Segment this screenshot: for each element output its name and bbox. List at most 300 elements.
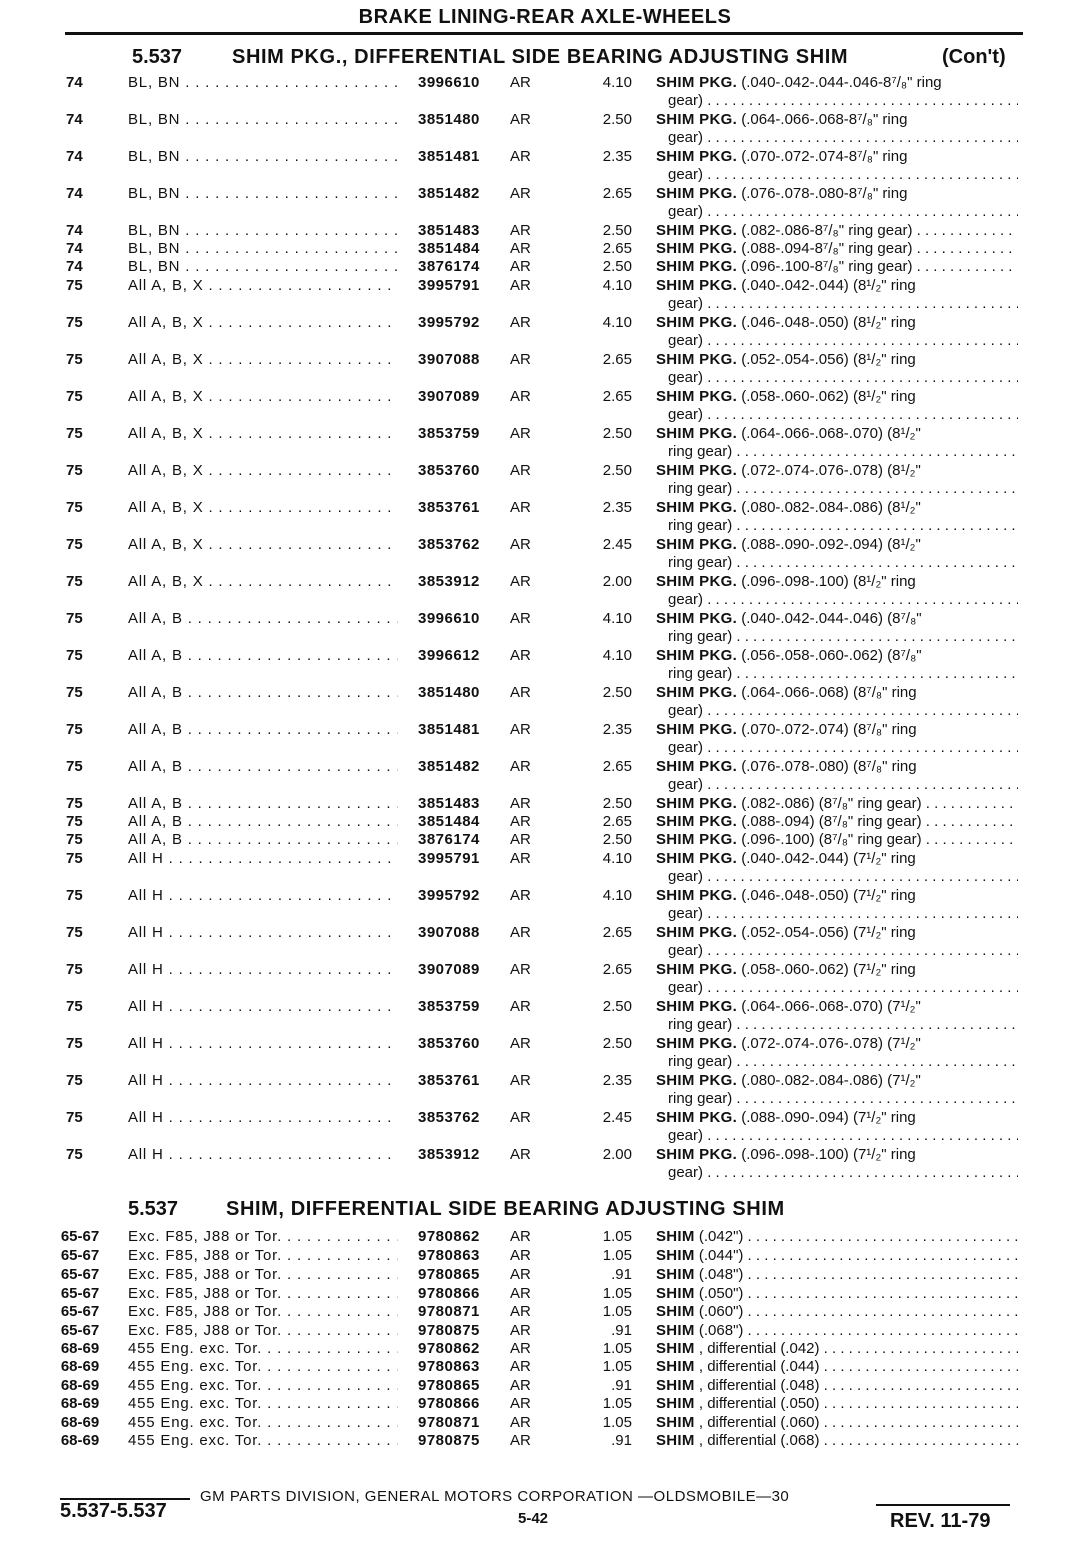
price-cell: 1.05: [602, 1247, 632, 1264]
continuation-text: gear): [668, 203, 704, 220]
description-text: , differential (.048): [698, 1377, 820, 1394]
table-row-continuation: [0, 1090, 1090, 1110]
description-cell: [656, 1303, 1018, 1320]
description-text: (.052-.054-.056) (7¹/₂" ring: [741, 924, 916, 941]
description-cell: [656, 1146, 1018, 1163]
part-number: 9780871: [418, 1303, 480, 1320]
description-text: (.070-.072-.074) (8⁷/₈" ring: [741, 721, 917, 738]
part-number: 9780862: [418, 1340, 480, 1357]
part-number: 9780863: [418, 1358, 480, 1375]
description-keyword: SHIM PKG.: [656, 314, 738, 331]
table-row: [0, 240, 1090, 260]
part-number: 9780865: [418, 1266, 480, 1283]
description-text: (.096-.100) (8⁷/₈" ring gear): [741, 831, 922, 848]
model-cell: [128, 388, 398, 405]
price-cell: 2.00: [602, 1146, 632, 1163]
description-text: (.072-.074-.076-.078) (8¹/₂": [741, 462, 921, 479]
year-cell: 74: [66, 185, 83, 202]
year-cell: 74: [66, 111, 83, 128]
description-keyword: SHIM: [656, 1414, 695, 1431]
description-cell: [656, 1285, 1018, 1302]
description-cell: [656, 795, 1018, 812]
model-cell: [128, 998, 398, 1015]
part-number: 3996612: [418, 647, 480, 664]
description-cell: [656, 314, 1018, 331]
price-cell: 1.05: [602, 1414, 632, 1431]
year-cell: 75: [66, 351, 83, 368]
description-text: (.040-.042-.044-.046-8⁷/₈" ring: [741, 74, 942, 91]
quantity-cell: AR: [510, 148, 531, 165]
model-cell: [128, 573, 398, 590]
table-row: [0, 758, 1090, 778]
price-cell: 2.65: [602, 961, 632, 978]
year-cell: 74: [66, 74, 83, 91]
part-number: 3995791: [418, 850, 480, 867]
description-keyword: SHIM PKG.: [656, 1072, 738, 1089]
description-keyword: SHIM: [656, 1395, 695, 1412]
table-row-continuation: [0, 480, 1090, 500]
table-row: [0, 258, 1090, 278]
description-continuation: [668, 665, 1018, 682]
description-cell: [656, 684, 1018, 701]
part-number: 9780866: [418, 1285, 480, 1302]
table-row-continuation: [0, 868, 1090, 888]
description-keyword: SHIM PKG.: [656, 425, 738, 442]
model-text: BL, BN: [128, 74, 181, 91]
continuation-text: gear): [668, 406, 704, 423]
model-cell: [128, 462, 398, 479]
description-cell: [656, 1395, 1018, 1412]
year-cell: 75: [66, 462, 83, 479]
price-cell: 4.10: [602, 850, 632, 867]
year-cell: 65-67: [60, 1266, 100, 1283]
quantity-cell: AR: [510, 1414, 531, 1431]
table-row: [0, 314, 1090, 334]
continuation-text: ring gear): [668, 665, 733, 682]
section-number: 5.537: [132, 46, 183, 68]
description-continuation: [668, 1053, 1018, 1070]
year-cell: 68-69: [60, 1395, 100, 1412]
year-cell: 75: [66, 1146, 83, 1163]
description-continuation: [668, 406, 1018, 423]
quantity-cell: AR: [510, 185, 531, 202]
price-cell: 2.65: [602, 758, 632, 775]
quantity-cell: AR: [510, 924, 531, 941]
model-text: Exc. F85, J88 or Tor.: [128, 1266, 283, 1283]
price-cell: 2.35: [602, 1072, 632, 1089]
price-cell: 2.45: [602, 1109, 632, 1126]
year-cell: 75: [66, 924, 83, 941]
description-cell: [656, 1228, 1018, 1245]
description-text: , differential (.068): [698, 1432, 820, 1449]
year-cell: 75: [66, 573, 83, 590]
description-keyword: SHIM PKG.: [656, 647, 738, 664]
description-keyword: SHIM PKG.: [656, 998, 738, 1015]
continuation-text: gear): [668, 702, 704, 719]
description-cell: [656, 1432, 1018, 1449]
model-cell: [128, 795, 398, 812]
footer-revision: REV. 11-79: [890, 1510, 991, 1532]
quantity-cell: AR: [510, 1146, 531, 1163]
part-number: 3851484: [418, 813, 480, 830]
quantity-cell: AR: [510, 1358, 531, 1375]
description-text: (.046-.048-.050) (8¹/₂" ring: [741, 314, 916, 331]
quantity-cell: AR: [510, 1072, 531, 1089]
table-row: [0, 647, 1090, 667]
part-number: 3853762: [418, 1109, 480, 1126]
description-continuation: [668, 1127, 1018, 1144]
model-cell: [128, 1322, 398, 1339]
table-row: [0, 425, 1090, 445]
model-cell: [128, 721, 398, 738]
year-cell: 75: [66, 850, 83, 867]
year-cell: 65-67: [60, 1322, 100, 1339]
model-text: All H: [128, 924, 164, 941]
description-cell: [656, 499, 1018, 516]
description-cell: [656, 998, 1018, 1015]
continuation-text: gear): [668, 129, 704, 146]
description-cell: [656, 610, 1018, 627]
year-cell: 75: [66, 388, 83, 405]
description-continuation: [668, 868, 1018, 885]
price-cell: .91: [611, 1432, 632, 1449]
model-text: All A, B: [128, 795, 183, 812]
model-text: Exc. F85, J88 or Tor.: [128, 1228, 283, 1245]
description-text: (.040-.042-.044-.046) (8⁷/₈": [741, 610, 922, 627]
description-text: (.064-.066-.068-.070) (8¹/₂": [741, 425, 921, 442]
price-cell: 2.50: [602, 462, 632, 479]
year-cell: 75: [66, 425, 83, 442]
description-cell: [656, 1247, 1018, 1264]
model-cell: [128, 924, 398, 941]
table-row: [0, 462, 1090, 482]
quantity-cell: AR: [510, 998, 531, 1015]
table-row: [0, 1340, 1090, 1360]
description-cell: [656, 1377, 1018, 1394]
description-continuation: [668, 92, 1018, 109]
part-number: 3853761: [418, 499, 480, 516]
table-row: [0, 573, 1090, 593]
part-number: 3853760: [418, 1035, 480, 1052]
description-keyword: SHIM: [656, 1358, 695, 1375]
description-keyword: SHIM PKG.: [656, 924, 738, 941]
year-cell: 75: [66, 684, 83, 701]
model-cell: [128, 314, 398, 331]
quantity-cell: AR: [510, 1247, 531, 1264]
description-text: (.096-.098-.100) (8¹/₂" ring: [741, 573, 916, 590]
description-text: (.088-.094-8⁷/₈" ring gear): [741, 240, 913, 257]
model-text: 455 Eng. exc. Tor.: [128, 1414, 263, 1431]
continuation-text: gear): [668, 332, 704, 349]
table-row-continuation: [0, 739, 1090, 759]
description-cell: [656, 1035, 1018, 1052]
model-text: All A, B, X: [128, 277, 204, 294]
quantity-cell: AR: [510, 351, 531, 368]
quantity-cell: AR: [510, 258, 531, 275]
description-continuation: [668, 443, 1018, 460]
model-cell: [128, 813, 398, 830]
description-text: (.064-.066-.068-.070) (7¹/₂": [741, 998, 921, 1015]
description-continuation: [668, 203, 1018, 220]
description-text: , differential (.042): [698, 1340, 820, 1357]
model-text: All A, B, X: [128, 425, 204, 442]
description-text: (.042"): [698, 1228, 744, 1245]
description-continuation: [668, 776, 1018, 793]
price-cell: 2.50: [602, 258, 632, 275]
quantity-cell: AR: [510, 647, 531, 664]
model-cell: [128, 1414, 398, 1431]
description-text: (.072-.074-.076-.078) (7¹/₂": [741, 1035, 921, 1052]
description-continuation: [668, 591, 1018, 608]
part-number: 3907088: [418, 351, 480, 368]
continuation-text: gear): [668, 591, 704, 608]
model-cell: [128, 1340, 398, 1357]
description-keyword: SHIM: [656, 1285, 695, 1302]
price-cell: 2.50: [602, 998, 632, 1015]
description-text: (.058-.060-.062) (7¹/₂" ring: [741, 961, 916, 978]
continuation-text: ring gear): [668, 443, 733, 460]
description-continuation: [668, 332, 1018, 349]
description-keyword: SHIM: [656, 1322, 695, 1339]
model-text: All A, B, X: [128, 536, 204, 553]
year-cell: 68-69: [60, 1432, 100, 1449]
model-text: 455 Eng. exc. Tor.: [128, 1340, 263, 1357]
description-keyword: SHIM PKG.: [656, 148, 738, 165]
quantity-cell: AR: [510, 222, 531, 239]
model-text: All A, B, X: [128, 351, 204, 368]
model-text: 455 Eng. exc. Tor.: [128, 1395, 263, 1412]
model-cell: [128, 1072, 398, 1089]
part-number: 9780866: [418, 1395, 480, 1412]
table-row: [0, 1109, 1090, 1129]
model-text: All A, B: [128, 684, 183, 701]
description-keyword: SHIM PKG.: [656, 610, 738, 627]
part-number: 3876174: [418, 831, 480, 848]
table-row: [0, 185, 1090, 205]
description-keyword: SHIM PKG.: [656, 388, 738, 405]
model-cell: [128, 74, 398, 91]
part-number: 3853912: [418, 573, 480, 590]
table-row: [0, 222, 1090, 242]
price-cell: 1.05: [602, 1395, 632, 1412]
price-cell: 2.65: [602, 185, 632, 202]
description-text: (.064-.066-.068-8⁷/₈" ring: [741, 111, 908, 128]
model-text: All A, B: [128, 813, 183, 830]
quantity-cell: AR: [510, 721, 531, 738]
description-cell: [656, 351, 1018, 368]
description-cell: [656, 647, 1018, 664]
model-text: All A, B, X: [128, 573, 204, 590]
table-row: [0, 610, 1090, 630]
price-cell: .91: [611, 1322, 632, 1339]
description-keyword: SHIM PKG.: [656, 573, 738, 590]
description-keyword: SHIM PKG.: [656, 887, 738, 904]
description-text: , differential (.050): [698, 1395, 820, 1412]
model-cell: [128, 1247, 398, 1264]
table-row: [0, 1072, 1090, 1092]
model-cell: [128, 1303, 398, 1320]
price-cell: 4.10: [602, 277, 632, 294]
table-row: [0, 1146, 1090, 1166]
price-cell: 2.45: [602, 536, 632, 553]
model-text: All A, B: [128, 647, 183, 664]
part-number: 3851484: [418, 240, 480, 257]
model-text: All A, B, X: [128, 462, 204, 479]
price-cell: 4.10: [602, 74, 632, 91]
part-number: 3995792: [418, 887, 480, 904]
year-cell: 68-69: [60, 1414, 100, 1431]
description-keyword: SHIM: [656, 1266, 695, 1283]
description-cell: [656, 1322, 1018, 1339]
year-cell: 75: [66, 499, 83, 516]
description-text: (.082-.086) (8⁷/₈" ring gear): [741, 795, 922, 812]
price-cell: 2.65: [602, 351, 632, 368]
header-rule: [65, 32, 1023, 35]
description-keyword: SHIM PKG.: [656, 684, 738, 701]
table-row-continuation: [0, 1016, 1090, 1036]
quantity-cell: AR: [510, 111, 531, 128]
part-number: 3995791: [418, 277, 480, 294]
description-cell: [656, 813, 1018, 830]
description-keyword: SHIM PKG.: [656, 1109, 738, 1126]
table-row: [0, 887, 1090, 907]
description-keyword: SHIM PKG.: [656, 850, 738, 867]
price-cell: 4.10: [602, 610, 632, 627]
table-row: [0, 1358, 1090, 1378]
footer-right-rule: [876, 1504, 1010, 1506]
part-number: 3907089: [418, 961, 480, 978]
description-text: (.076-.078-.080-8⁷/₈" ring: [741, 185, 908, 202]
model-text: All H: [128, 887, 164, 904]
quantity-cell: AR: [510, 795, 531, 812]
description-text: (.058-.060-.062) (8¹/₂" ring: [741, 388, 916, 405]
section-continued-label: (Con't): [942, 46, 1006, 68]
model-cell: [128, 1432, 398, 1449]
model-cell: [128, 961, 398, 978]
description-cell: [656, 758, 1018, 775]
part-number: 3853761: [418, 1072, 480, 1089]
continuation-text: gear): [668, 295, 704, 312]
price-cell: 1.05: [602, 1358, 632, 1375]
description-continuation: [668, 517, 1018, 534]
model-text: All A, B: [128, 831, 183, 848]
model-text: 455 Eng. exc. Tor.: [128, 1358, 263, 1375]
quantity-cell: AR: [510, 1285, 531, 1302]
description-keyword: SHIM: [656, 1432, 695, 1449]
description-cell: [656, 961, 1018, 978]
model-text: All H: [128, 1109, 164, 1126]
year-cell: 65-67: [60, 1247, 100, 1264]
price-cell: 1.05: [602, 1340, 632, 1357]
table-row: [0, 1377, 1090, 1397]
model-cell: [128, 499, 398, 516]
continuation-text: ring gear): [668, 517, 733, 534]
quantity-cell: AR: [510, 74, 531, 91]
description-cell: [656, 111, 1018, 128]
year-cell: 75: [66, 831, 83, 848]
part-number: 9780875: [418, 1432, 480, 1449]
part-number: 3851482: [418, 758, 480, 775]
table-row: [0, 1247, 1090, 1267]
table-row-continuation: [0, 166, 1090, 186]
continuation-text: gear): [668, 1164, 704, 1181]
model-cell: [128, 831, 398, 848]
description-text: (.088-.090-.092-.094) (8¹/₂": [741, 536, 921, 553]
year-cell: 68-69: [60, 1340, 100, 1357]
description-cell: [656, 721, 1018, 738]
quantity-cell: AR: [510, 887, 531, 904]
description-cell: [656, 74, 1018, 91]
part-number: 9780862: [418, 1228, 480, 1245]
table-row: [0, 1228, 1090, 1248]
quantity-cell: AR: [510, 961, 531, 978]
table-row-continuation: [0, 517, 1090, 537]
model-cell: [128, 1285, 398, 1302]
continuation-text: gear): [668, 166, 704, 183]
model-text: BL, BN: [128, 240, 181, 257]
model-text: All A, B, X: [128, 314, 204, 331]
description-continuation: [668, 369, 1018, 386]
price-cell: 2.65: [602, 813, 632, 830]
model-text: All H: [128, 1072, 164, 1089]
quantity-cell: AR: [510, 499, 531, 516]
description-continuation: [668, 554, 1018, 571]
description-cell: [656, 887, 1018, 904]
price-cell: 2.50: [602, 795, 632, 812]
section-heading: [0, 46, 1090, 72]
description-keyword: SHIM PKG.: [656, 240, 738, 257]
quantity-cell: AR: [510, 1035, 531, 1052]
year-cell: 75: [66, 887, 83, 904]
model-cell: [128, 887, 398, 904]
year-cell: 75: [66, 1072, 83, 1089]
description-keyword: SHIM PKG.: [656, 258, 738, 275]
model-cell: [128, 1035, 398, 1052]
page-header-title: BRAKE LINING-REAR AXLE-WHEELS: [358, 6, 732, 28]
table-row: [0, 351, 1090, 371]
description-text: (.052-.054-.056) (8¹/₂" ring: [741, 351, 916, 368]
part-number: 3876174: [418, 258, 480, 275]
quantity-cell: AR: [510, 1322, 531, 1339]
description-text: (.088-.094) (8⁷/₈" ring gear): [741, 813, 922, 830]
description-keyword: SHIM PKG.: [656, 813, 738, 830]
year-cell: 75: [66, 536, 83, 553]
continuation-text: gear): [668, 905, 704, 922]
model-text: 455 Eng. exc. Tor.: [128, 1377, 263, 1394]
table-row-continuation: [0, 295, 1090, 315]
part-number: 3996610: [418, 610, 480, 627]
model-cell: [128, 277, 398, 294]
continuation-text: gear): [668, 868, 704, 885]
part-number: 3853762: [418, 536, 480, 553]
model-text: All H: [128, 1146, 164, 1163]
year-cell: 74: [66, 240, 83, 257]
table-row: [0, 1414, 1090, 1434]
description-cell: [656, 222, 1018, 239]
model-cell: [128, 258, 398, 275]
price-cell: 4.10: [602, 887, 632, 904]
description-keyword: SHIM PKG.: [656, 74, 738, 91]
year-cell: 75: [66, 1035, 83, 1052]
part-number: 9780863: [418, 1247, 480, 1264]
price-cell: 2.00: [602, 573, 632, 590]
table-row-continuation: [0, 665, 1090, 685]
quantity-cell: AR: [510, 1303, 531, 1320]
price-cell: 4.10: [602, 647, 632, 664]
description-text: (.096-.098-.100) (7¹/₂" ring: [741, 1146, 916, 1163]
year-cell: 75: [66, 758, 83, 775]
description-text: (.070-.072-.074-8⁷/₈" ring: [741, 148, 908, 165]
